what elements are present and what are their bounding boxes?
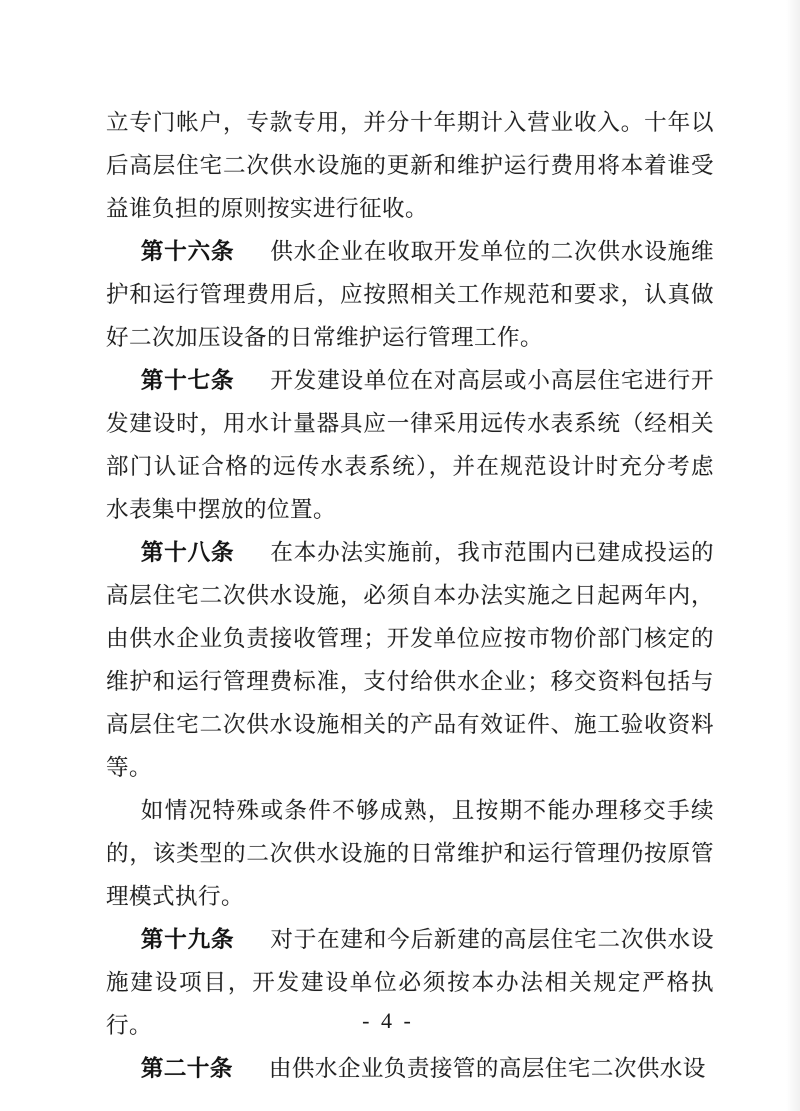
paragraph [106,531,714,789]
paragraph [106,101,714,230]
paragraph-text: 立专门帐户，专款专用，并分十年期计入营业收入。十年以后高层住宅二次供水设施的更新和维护运行费用将本着谁受益谁负担的原则按实进行征收。 [106,110,714,221]
paragraph-text: 如情况特殊或条件不够成熟，且按期不能办理移交手续的，该类型的二次供水设施的日常维护和运行管理仍按原管理模式执行。 [106,798,714,909]
clause-heading: 第十六条 [140,239,235,264]
clause-heading: 第二十条 [140,1056,233,1081]
paragraph-text: 在本办法实施前，我市范围内已建成投运的高层住宅二次供水设施，必须自本办法实施之日起两年内，由供水企业负责接收管理；开发单位应按市物价部门核定的维护和运行管理费标准，支付给供水企业；移交资料包括与高层住宅二次供水设施相关的产品有效证件、施工验收资料等。 [106,540,714,780]
paragraph-text: 供水企业在收取开发单位的二次供水设施维护和运行管理费用后，应按照相关工作规范和要求，认真做好二次加压设备的日常维护运行管理工作。 [106,239,714,350]
clause-heading: 第十九条 [140,927,235,952]
paragraph-text: 由供水企业负责接管的高层住宅二次供水设 [268,1056,706,1081]
paragraph [106,789,714,918]
document-body [106,101,714,1090]
paragraph-text: 对于在建和今后新建的高层住宅二次供水设施建设项目，开发建设单位必须按本办法相关规定严格执行。 [106,927,714,1038]
clause-heading: 第十八条 [140,540,235,565]
page-number: - 4 - [362,1008,414,1033]
clause-heading: 第十七条 [140,368,235,393]
paragraph [106,230,714,359]
paragraph [106,1047,714,1090]
paragraph [106,359,714,531]
paragraph-text: 开发建设单位在对高层或小高层住宅进行开发建设时，用水计量器具应一律采用远传水表系统（经相关部门认证合格的远传水表系统），并在规范设计时充分考虑水表集中摆放的位置。 [106,368,714,522]
